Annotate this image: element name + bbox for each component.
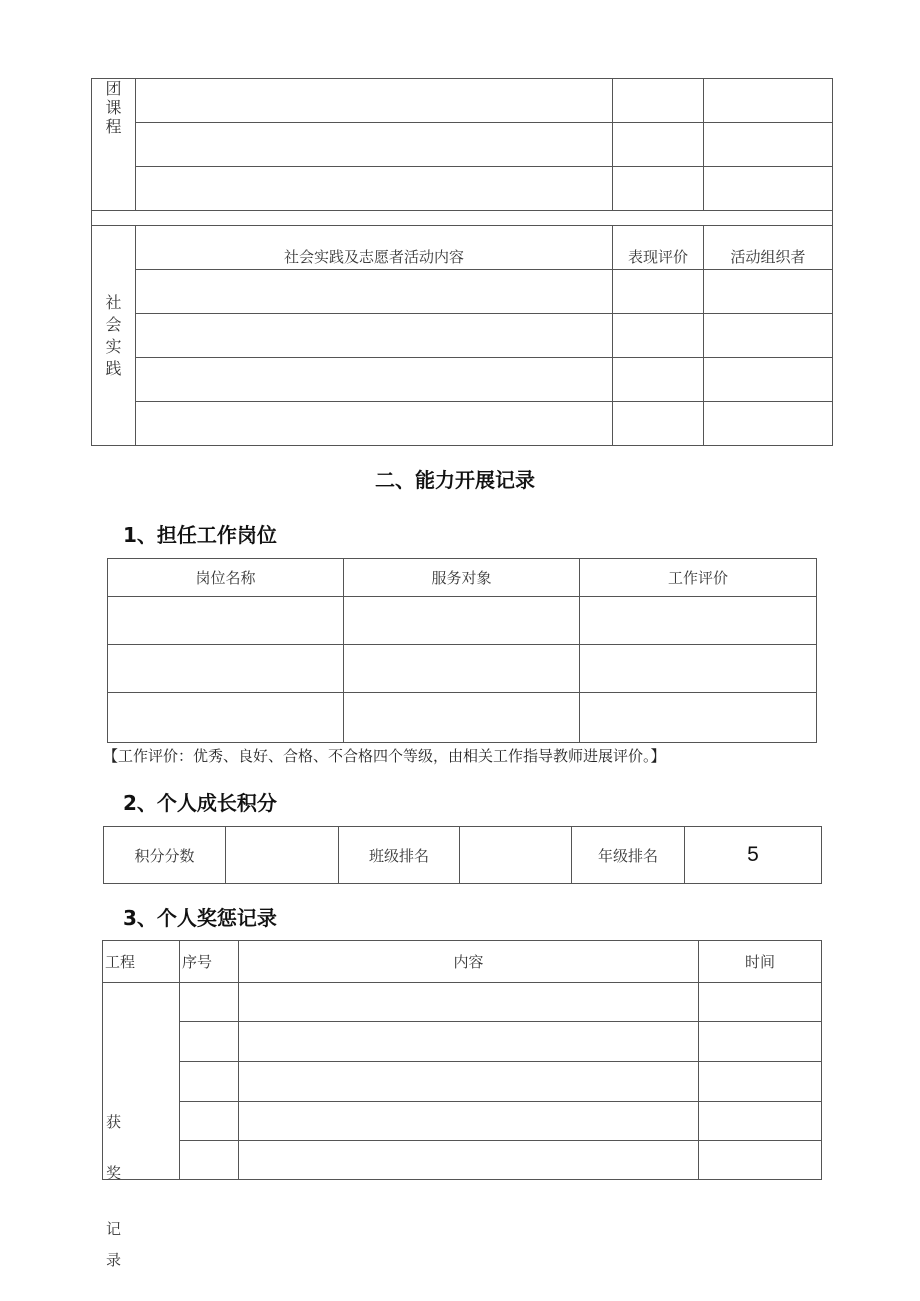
cell[interactable]	[704, 314, 833, 358]
header-content: 社会实践及志愿者活动内容	[136, 226, 613, 270]
cell[interactable]	[239, 1102, 699, 1141]
col-content: 内容	[239, 941, 699, 983]
side-char: 奖	[106, 1164, 122, 1182]
jobs-title: 1、担任工作岗位	[123, 523, 277, 547]
points-title: 2、个人成长积分	[123, 791, 277, 815]
col-project: 工程	[103, 941, 180, 983]
eval-note: 【工作评价：优秀、良好、合格、不合格四个等级，由相关工作指导教师进展评价。】	[103, 747, 666, 765]
cell[interactable]	[239, 1062, 699, 1102]
header-organizer: 活动组织者	[704, 226, 833, 270]
cell[interactable]	[180, 1062, 239, 1102]
col-service: 服务对象	[344, 559, 580, 597]
cell[interactable]	[108, 693, 344, 743]
cell[interactable]	[699, 1062, 822, 1102]
label-score: 积分分数	[104, 827, 226, 884]
cell[interactable]	[580, 693, 817, 743]
cell[interactable]	[704, 123, 833, 167]
cell[interactable]	[699, 1141, 822, 1180]
cell[interactable]	[108, 645, 344, 693]
cell[interactable]	[580, 597, 817, 645]
section-title: 二、能力开展记录	[375, 468, 535, 492]
activity-table	[91, 78, 833, 446]
social-practice-label: 社会实践	[105, 292, 122, 378]
cell[interactable]	[613, 402, 704, 446]
group-course-label-cell	[92, 79, 136, 211]
cell[interactable]	[180, 1141, 239, 1180]
col-position: 岗位名称	[108, 559, 344, 597]
col-eval: 工作评价	[580, 559, 817, 597]
cell[interactable]	[580, 645, 817, 693]
cell[interactable]	[239, 983, 699, 1022]
cell[interactable]	[239, 1022, 699, 1062]
cell[interactable]	[180, 1022, 239, 1062]
cell[interactable]	[613, 270, 704, 314]
side-char: 获	[106, 1113, 122, 1131]
cell[interactable]	[699, 1102, 822, 1141]
cell[interactable]	[613, 358, 704, 402]
cell[interactable]	[136, 358, 613, 402]
cell[interactable]	[136, 123, 613, 167]
cell[interactable]	[180, 983, 239, 1022]
cell[interactable]	[239, 1141, 699, 1180]
awards-side-label-cell	[103, 983, 180, 1269]
cell[interactable]	[108, 597, 344, 645]
points-table	[103, 826, 822, 884]
cell[interactable]	[613, 314, 704, 358]
cell[interactable]	[704, 270, 833, 314]
awards-table	[102, 940, 822, 1269]
side-char: 录	[106, 1251, 122, 1269]
cell[interactable]	[180, 1102, 239, 1141]
social-practice-label-cell	[92, 226, 136, 446]
label-grade-rank: 年级排名	[572, 827, 685, 884]
cell[interactable]	[704, 402, 833, 446]
cell[interactable]	[136, 167, 613, 211]
cell[interactable]	[136, 314, 613, 358]
header-eval: 表现评价	[613, 226, 704, 270]
col-no: 序号	[180, 941, 239, 983]
jobs-table	[107, 558, 817, 743]
spacer-row	[92, 211, 833, 226]
cell[interactable]	[344, 645, 580, 693]
cell[interactable]	[699, 983, 822, 1022]
cell[interactable]	[613, 79, 704, 123]
group-course-label: 团课程	[105, 79, 122, 136]
col-time: 时间	[699, 941, 822, 983]
cell[interactable]	[136, 402, 613, 446]
cell[interactable]	[136, 79, 613, 123]
class-rank-value[interactable]	[460, 827, 572, 884]
cell[interactable]	[699, 1022, 822, 1062]
cell[interactable]	[704, 358, 833, 402]
awards-title: 3、个人奖惩记录	[123, 906, 277, 930]
label-class-rank: 班级排名	[339, 827, 460, 884]
side-char: 记	[106, 1220, 122, 1238]
cell[interactable]	[704, 167, 833, 211]
grade-rank-value[interactable]: 5	[685, 827, 822, 884]
cell[interactable]	[613, 167, 704, 211]
score-value[interactable]	[226, 827, 339, 884]
cell[interactable]	[704, 79, 833, 123]
cell[interactable]	[613, 123, 704, 167]
cell[interactable]	[344, 693, 580, 743]
cell[interactable]	[344, 597, 580, 645]
cell[interactable]	[136, 270, 613, 314]
